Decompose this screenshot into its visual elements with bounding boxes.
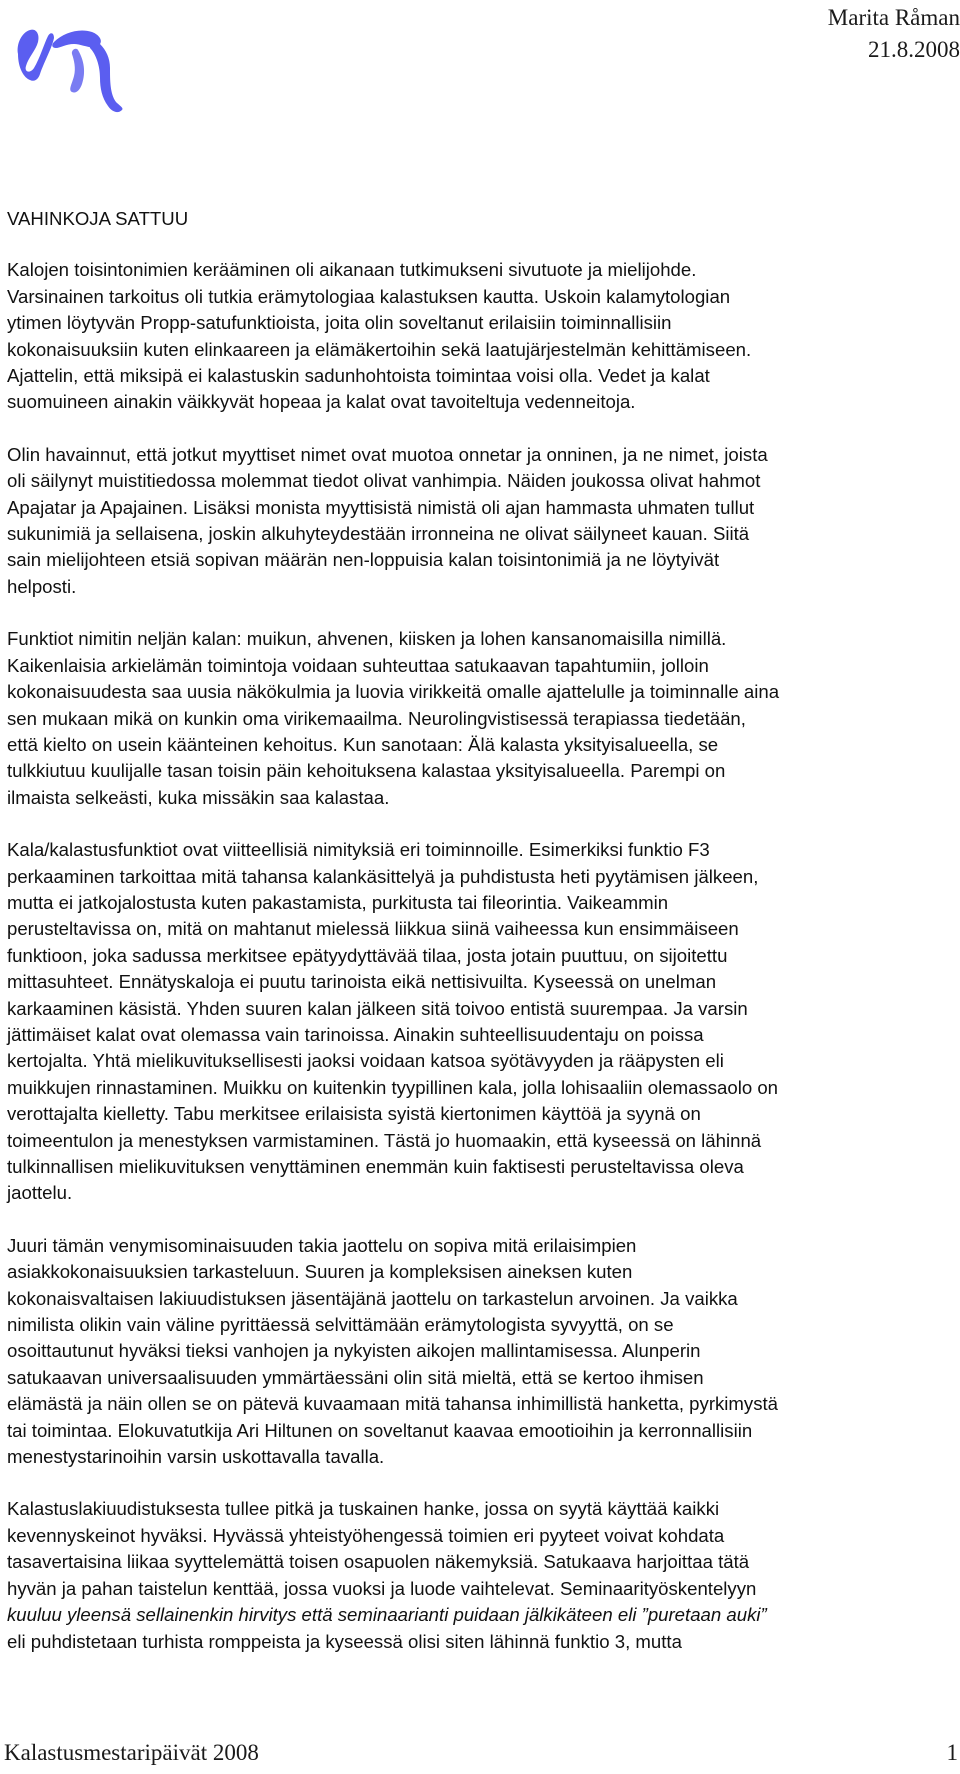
paragraph-2: [7, 442, 959, 600]
paragraph-1: [7, 257, 959, 415]
paragraph-5: [7, 1233, 959, 1471]
document-body: [7, 206, 959, 1681]
text-line: että kielto on usein käänteinen kehoitus. Kun sanotaan: Älä kalasta yksityisalueella, se: [7, 733, 719, 755]
text-line: Kaikenlaisia arkielämän toimintoja voidaan suhteuttaa satukaavan tapahtumiin, jolloin: [7, 654, 709, 676]
text-line: mittasuhteet. Ennätyskaloja ei puutu tarinoista eikä nettisivuilta. Kyseessä on unelman: [7, 971, 717, 993]
text-line: helposti.: [7, 575, 77, 597]
text-line: Funktiot nimitin neljän kalan: muikun, ahvenen, kiisken ja lohen kansanomaisilla nimillä.: [7, 628, 727, 650]
text-line: hyvän ja pahan taistelun kenttää, jossa vuoksi ja luode vaihtelevat. Seminaarityöskentelyyn: [7, 1577, 757, 1599]
paragraph-6: [7, 1496, 959, 1654]
text-line: eli puhdistetaan turhista romppeista ja kyseessä olisi siten lähinnä funktio 3, mutta: [7, 1630, 682, 1652]
text-line: mutta ei jatkojalostusta kuten pakastamista, purkitusta tai fileorintia. Vaikeammin: [7, 891, 669, 913]
text-line: kokonaisuuksiin kuten elinkaareen ja elämäkertoihin sekä laatujärjestelmän kehittämiseen.: [7, 338, 752, 360]
text-line: ilmaista selkeästi, kuka missäkin saa kalastaa.: [7, 786, 390, 808]
text-line: toimeentulon ja menestyksen varmistaminen. Tästä jo huomaakin, että kyseessä on lähinnä: [7, 1129, 762, 1151]
text-line: suomuineen ainakin väikkyvät hopeaa ja kalat ovat tavoiteltuja vedenneitoja.: [7, 391, 636, 413]
paragraph-4: [7, 837, 959, 1207]
text-line: perusteltavissa on, mitä on mahtanut mielessä liikkua siinä vaiheessa kun ensimmäiseen: [7, 918, 739, 940]
text-line: Olin havainnut, että jotkut myyttiset nimet ovat muotoa onnetar ja onninen, ja ne nimet, joista: [7, 443, 768, 465]
text-line: satukaavan universaalisuuden ymmärtäessäni olin sitä mieltä, että se kertoo ihmisen: [7, 1366, 704, 1388]
text-line: karkaaminen käsistä. Yhden suuren kalan jälkeen sitä toivoo entistä suurempaa. Ja varsin: [7, 997, 748, 1019]
text-line: Kala/kalastusfunktiot ovat viitteellisiä nimityksiä eri toiminnoille. Esimerkiksi funktio F3: [7, 839, 710, 861]
blue-brushstroke-logo-icon: [14, 14, 132, 118]
logo-stroke-right: [90, 42, 123, 112]
text-line: Kalojen toisintonimien kerääminen oli aikanaan tutkimukseni sivutuote ja mielijohde.: [7, 259, 697, 281]
text-line: elämästä ja näin ollen se on pätevä kuvaamaan mitä tahansa inhimillistä hanketta, pyrkimystä: [7, 1393, 779, 1415]
text-line: tasavertaisina liikaa syyttelemättä toisen osapuolen näkemyksiä. Satukaava harjoittaa tätä: [7, 1551, 750, 1573]
text-line: Kalastuslakiuudistuksesta tullee pitkä ja tuskainen hanke, jossa on syytä käyttää kaikki: [7, 1498, 720, 1520]
text-line: osoittautunut hyväksi tieksi vanhojen ja nykyisten aikojen mallintamisessa. Alunperin: [7, 1340, 701, 1362]
text-line: kokonaisuudesta saa uusia näkökulmia ja luovia virikkeitä omalle ajattelulle ja toiminnalle aina: [7, 681, 780, 703]
author-name: Marita Råman: [827, 5, 960, 30]
document-heading: VAHINKOJA SATTUU: [7, 208, 189, 229]
text-line: oli säilynyt muistitiedossa molemmat tiedot olivat vanhimpia. Näiden joukossa olivat hahmot: [7, 470, 761, 492]
text-line: sain mielijohteen etsiä sopivan määrän nen-loppuisia kalan toisintonimiä ja ne löytyivät: [7, 549, 720, 571]
text-line: asiakkokonaisuuksien tarkasteluun. Suuren ja kompleksisen aineksen kuten: [7, 1261, 633, 1283]
logo-stroke-mid: [70, 49, 84, 93]
text-line: Varsinainen tarkoitus oli tutkia erämytologiaa kalastuksen kautta. Uskoin kalamytologian: [7, 285, 731, 307]
text-line: menestystarinoihin varsin uskottavalla tavalla.: [7, 1446, 385, 1468]
text-line: sukunimiä ja sellaisena, joskin alkuhyteydestään irronneina ne olivat säilyneet kauan. Siitä: [7, 523, 750, 545]
document-date: 21.8.2008: [868, 37, 960, 62]
text-line: funktioon, joka sadussa merkitsee epätyydyttävää tilaa, josta jotain puuttuu, on sijoitettu: [7, 944, 728, 966]
text-line: tulkkiutuu kuulijalle tasan toisin päin kehoituksena kalastaa yksityisalueella. Parempi on: [7, 760, 726, 782]
text-line: kokonaisvaltaisen lakiuudistuksen jäsentäjänä jaottelu on tarkastelun arvoinen. Ja vaikka: [7, 1287, 738, 1309]
text-line: kevennyskeinot hyväksi. Hyvässä yhteistyöhengessä toimien eri pyyteet voivat kohdata: [7, 1524, 725, 1546]
paragraph-3: [7, 626, 959, 811]
text-line: perkaaminen tarkoittaa mitä tahansa kalankäsittelyä ja puhdistusta heti pyytämisen jälkeen,: [7, 865, 759, 887]
logo-stroke-left: [18, 30, 54, 81]
text-line: ytimen löytyvän Propp-satufunktioista, joita olin soveltanut erilaisiin toiminnallisiin: [7, 312, 672, 334]
text-line: nimilista olikin vain väline pyrittäessä selvittämään erämytologista syvyyttä, on se: [7, 1314, 674, 1336]
footer-title: Kalastusmestaripäivät 2008: [4, 1740, 259, 1765]
author-block: [828, 2, 960, 66]
text-line: jättimäiset kalat ovat olemassa vain tarinoissa. Ainakin suhteellisuudentaju on poissa: [7, 1023, 704, 1045]
text-line: muikkujen rinnastaminen. Muikku on kuitenkin tyypillinen kala, jolla lohisaaliin olemassaolo on: [7, 1076, 779, 1098]
text-line: Ajattelin, että miksipä ei kalastuskin sadunhohtoista toimintaa voisi olla. Vedet ja kalat: [7, 365, 710, 387]
text-line: Apajatar ja Apajainen. Lisäksi monista myyttisistä nimistä oli ajan hammasta uhmaten tullut: [7, 496, 755, 518]
italic-text-line: kuuluu yleensä sellainenkin hirvitys että seminaarianti puidaan jälkikäteen eli ”puretaan auki”: [7, 1604, 767, 1626]
text-line: tai toimintaa. Elokuvatutkija Ari Hiltunen on soveltanut kaavaa emootioihin ja kerronnallisiin: [7, 1419, 753, 1441]
text-line: Juuri tämän venymisominaisuuden takia jaottelu on sopiva mitä erilaisimpien: [7, 1234, 637, 1256]
text-line: verottajalta kielletty. Tabu merkitsee erilaisista syistä kiertonimen käyttöä ja syynä on: [7, 1103, 701, 1125]
text-line: tulkinnallisen mielikuvituksen venyttäminen enemmän kuin faktisesti perusteltavissa oleva: [7, 1156, 744, 1177]
text-line: kertojalta. Yhtä mielikuvituksellisesti jaoksi voidaan katsoa syötävyyden ja rääpysten eli: [7, 1050, 724, 1072]
text-line: sen mukaan mikä on kunkin oma virikemaailma. Neurolingvistisessä terapiassa tiedetään,: [7, 707, 746, 729]
page-number: 1: [946, 1740, 958, 1765]
text-line: jaottelu.: [7, 1182, 73, 1204]
